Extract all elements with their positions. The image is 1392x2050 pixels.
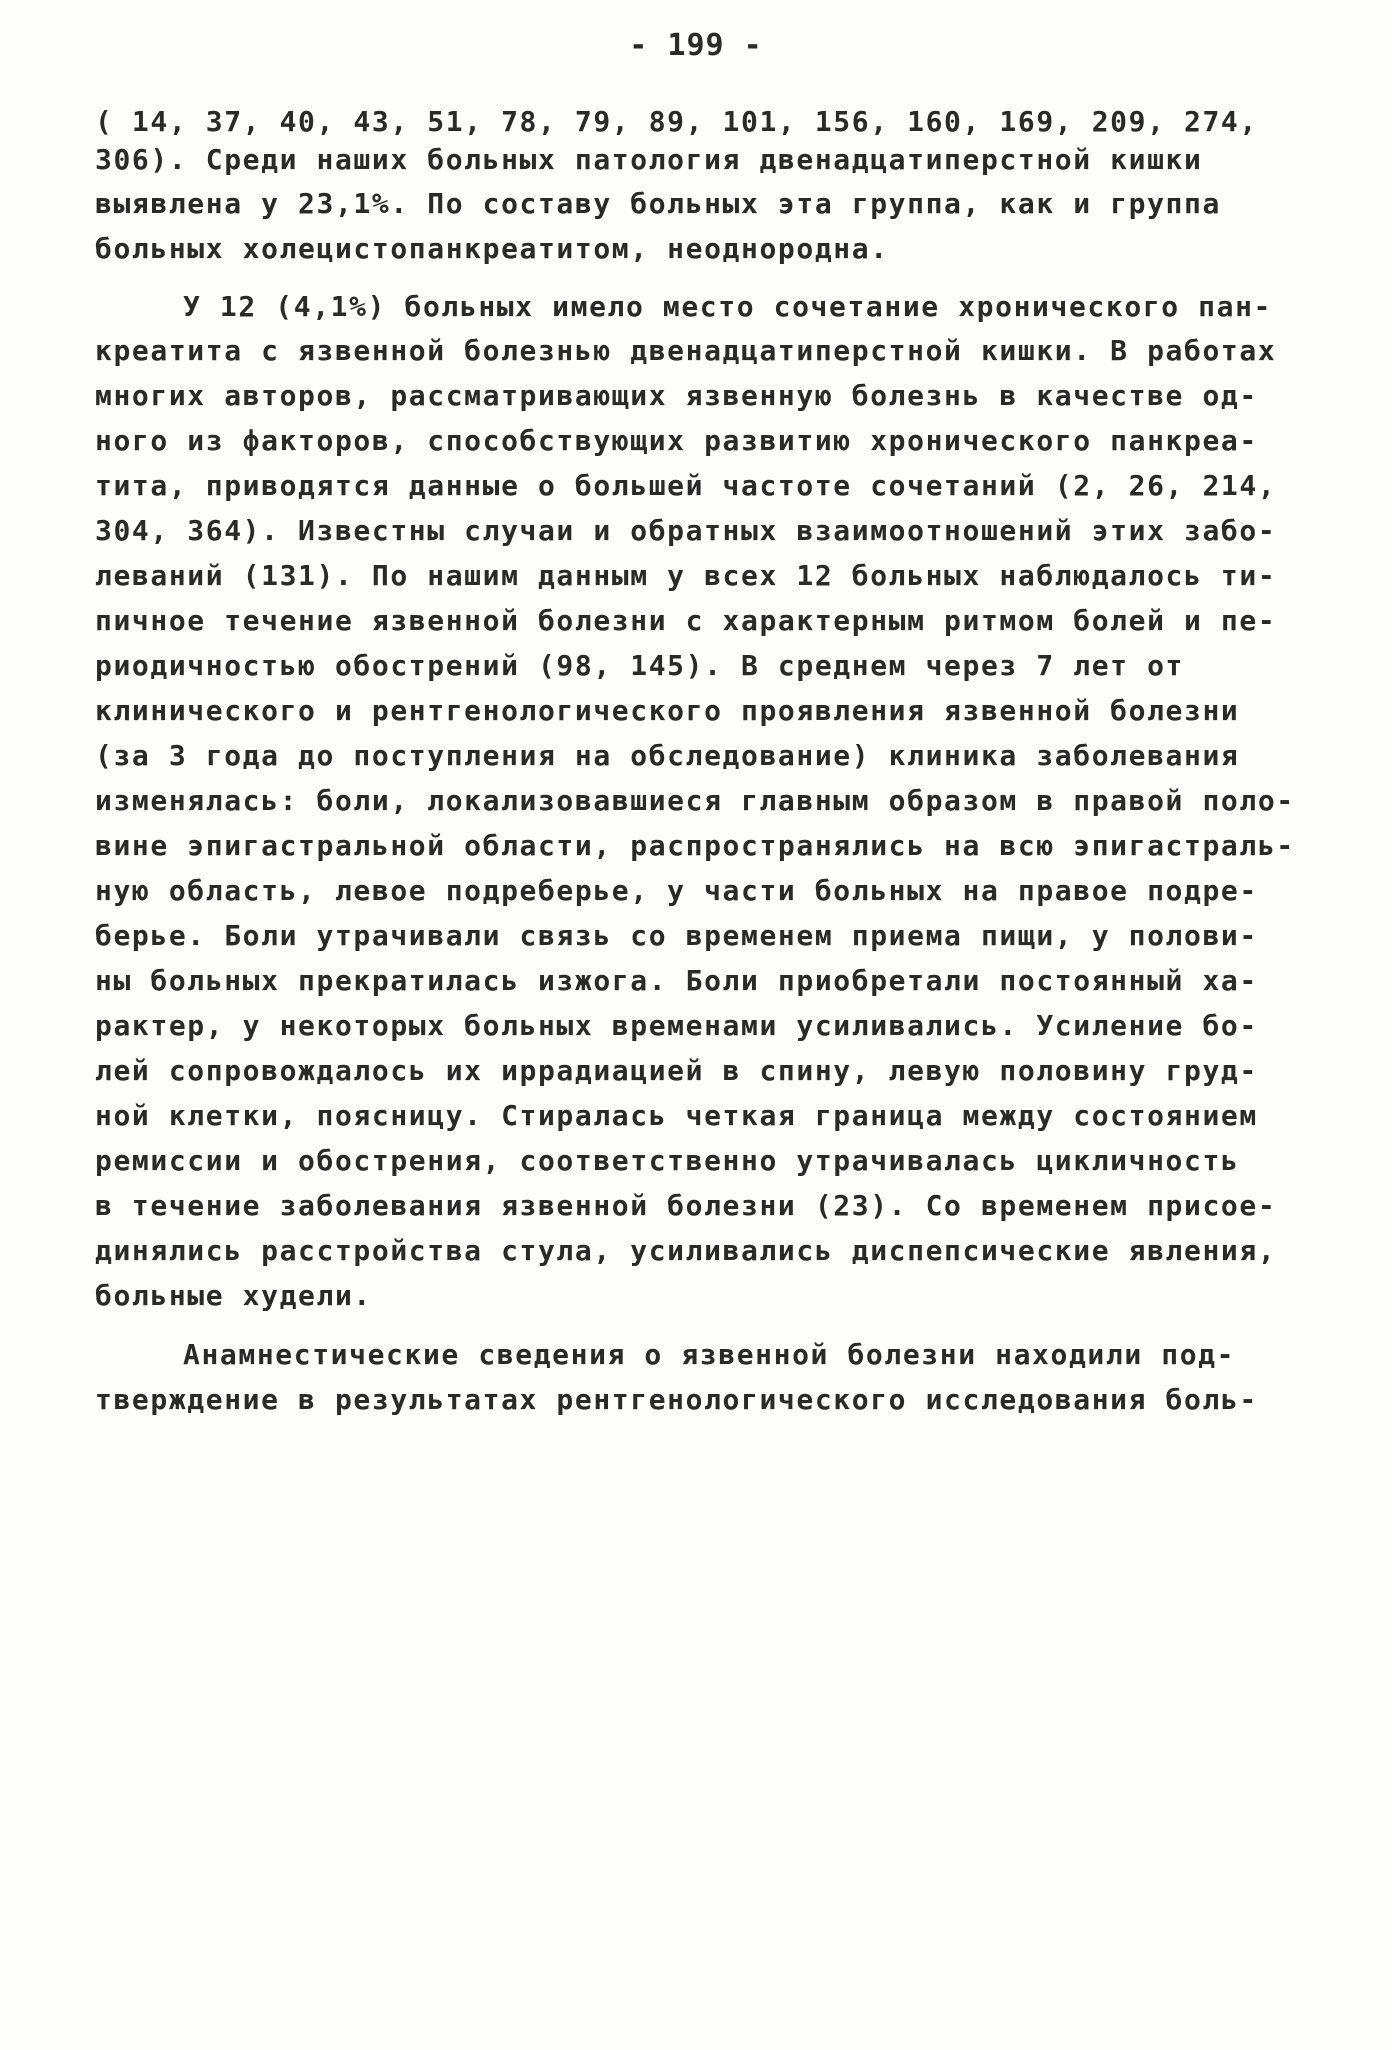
text-line: изменялась: боли, локализовавшиеся главным образом в правой поло-	[95, 784, 1295, 817]
page-number: - 199 -	[629, 28, 763, 63]
text-line: лей сопровождалось их иррадиацией в спину, левую половину груд-	[95, 1054, 1258, 1087]
text-line: многих авторов, рассматривающих язвенную болезнь в качестве од-	[95, 379, 1258, 412]
text-line: креатита с язвенной болезнью двенадцатиперстной кишки. В работах	[95, 334, 1277, 367]
text-line: тверждение в результатах рентгенологического исследования боль-	[95, 1383, 1258, 1416]
text-line: динялись расстройства стула, усиливались диспепсические явления,	[95, 1234, 1277, 1267]
text-line: рактер, у некоторых больных временами усиливались. Усиление бо-	[95, 1009, 1258, 1042]
text-line: клинического и рентгенологического проявления язвенной болезни	[95, 694, 1240, 727]
text-line: 304, 364). Известны случаи и обратных взаимоотношений этих забо-	[95, 514, 1277, 547]
text-line: в течение заболевания язвенной болезни (23). Со временем присое-	[95, 1189, 1277, 1222]
paragraph-start-line: У 12 (4,1%) больных имело место сочетание хронического пан-	[183, 290, 1272, 323]
text-line: (за 3 года до поступления на обследование) клиника заболевания	[95, 739, 1240, 772]
text-line: пичное течение язвенной болезни с характерным ритмом болей и пе-	[95, 604, 1277, 637]
text-line: ную область, левое подреберье, у части больных на правое подре-	[95, 874, 1258, 907]
text-line: больные худели.	[95, 1279, 372, 1312]
text-line: ( 14, 37, 40, 43, 51, 78, 79, 89, 101, 156, 160, 169, 209, 274,	[95, 105, 1258, 138]
text-line: берье. Боли утрачивали связь со временем приема пищи, у полови-	[95, 919, 1258, 952]
text-line: леваний (131). По нашим данным у всех 12 больных наблюдалось ти-	[95, 559, 1277, 592]
text-line: вине эпигастральной области, распространялись на всю эпигастраль-	[95, 829, 1295, 862]
text-line: ны больных прекратилась изжога. Боли приобретали постоянный ха-	[95, 964, 1258, 997]
text-line: 306). Среди наших больных патология двенадцатиперстной кишки	[95, 143, 1203, 176]
text-line: ной клетки, поясницу. Стиралась четкая граница между состоянием	[95, 1099, 1258, 1132]
text-line: риодичностью обострений (98, 145). В среднем через 7 лет от	[95, 649, 1184, 682]
text-line: больных холецистопанкреатитом, неоднородна.	[95, 232, 889, 265]
text-line: тита, приводятся данные о большей частоте сочетаний (2, 26, 214,	[95, 469, 1277, 502]
text-line: ного из факторов, способствующих развитию хронического панкреа-	[95, 424, 1258, 457]
text-line: выявлена у 23,1%. По составу больных эта группа, как и группа	[95, 187, 1221, 220]
text-line: ремиссии и обострения, соответственно утрачивалась цикличность	[95, 1144, 1240, 1177]
paragraph-start-line: Анамнестические сведения о язвенной болезни находили под-	[183, 1338, 1236, 1371]
